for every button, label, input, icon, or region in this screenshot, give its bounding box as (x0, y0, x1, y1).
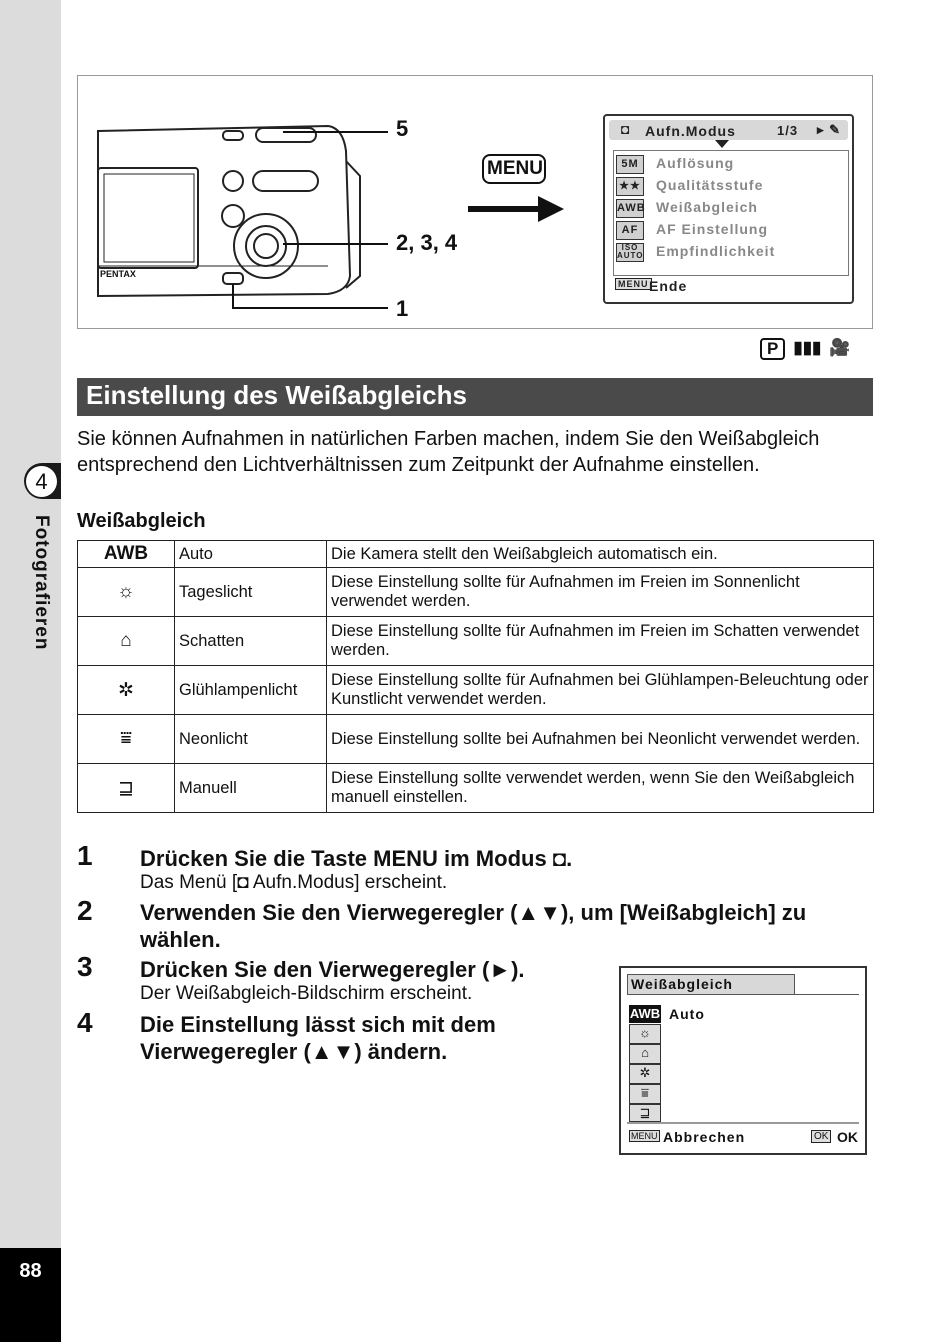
menu-screen-page: 1/3 (777, 123, 799, 138)
quality-icon: ★★ (616, 177, 644, 196)
white-balance-screen (619, 966, 867, 1155)
step-number: 2 (77, 895, 93, 926)
table-row (78, 764, 874, 813)
camera-diagram (77, 75, 873, 329)
white-balance-table (77, 540, 874, 813)
wb-description: Diese Einstellung sollte bei Aufnahmen bei Neonlicht verwendet werden. (327, 715, 874, 764)
menu-item (616, 155, 644, 174)
wb-name: Schatten (175, 617, 327, 666)
video-camera-icon: 🎥 (829, 338, 851, 357)
camera-icon: ◘ (621, 121, 631, 137)
menu-footer-label: Ende (649, 278, 688, 294)
table-row (78, 666, 874, 715)
wb-description: Diese Einstellung sollte für Aufnahmen im Freien im Sonnenlicht verwendet werden. (327, 568, 874, 617)
page-number: 88 (19, 1260, 42, 1282)
menu-key-icon: MENU (631, 1131, 658, 1141)
step-title: Drücken Sie den Vierwegeregler (►). (140, 957, 525, 982)
program-mode-icon: P (760, 338, 785, 360)
iso-icon: ISO AUTO (617, 243, 644, 260)
tab-pointer-icon (715, 140, 729, 148)
callout-1: 1 (396, 296, 409, 321)
menu-key-icon: MENU (487, 158, 543, 179)
step-subtext: Der Weißabgleich-Bildschirm erscheint. (140, 983, 473, 1004)
manual-wb-icon[interactable]: ⊒ (629, 1104, 661, 1122)
wb-name: Manuell (175, 764, 327, 813)
menu-screen (603, 114, 854, 304)
shade-icon: ⌂ (78, 617, 175, 666)
menu-key-icon: MENU (615, 278, 652, 290)
awb-icon: AWB (78, 541, 175, 568)
selected-wb-label: Auto (669, 1006, 705, 1022)
menu-screen-title: Aufn.Modus (645, 123, 736, 139)
movie-mode-icon: ▮▮▮ (793, 338, 822, 357)
menu-item-label: Weißabgleich (656, 199, 758, 215)
fluorescent-icon: ⩸ (78, 715, 175, 764)
step-number: 1 (77, 840, 93, 871)
awb-icon: AWB (616, 199, 644, 218)
awb-icon[interactable]: AWB (629, 1006, 661, 1021)
menu-item-label: Auflösung (656, 155, 735, 171)
step-subtext: Das Menü [◘ Aufn.Modus] erscheint. (140, 872, 448, 893)
cancel-label[interactable]: Abbrechen (663, 1129, 746, 1145)
wrench-icon: ▸ ✎ (817, 122, 842, 137)
subheading: Weißabgleich (77, 510, 206, 532)
wb-description: Diese Einstellung sollte für Aufnahmen im Freien im Schatten verwendet werden. (327, 617, 874, 666)
menu-item-list (613, 150, 849, 276)
tungsten-icon: ✲ (78, 666, 175, 715)
step-title: Die Einstellung lässt sich mit dem Vierwegeregler (▲▼) ändern. (140, 1012, 496, 1064)
mode-icons (760, 338, 851, 360)
af-icon: AF (616, 221, 644, 240)
section-title: Einstellung des Weißabgleichs (86, 380, 467, 410)
wb-description: Die Kamera stellt den Weißabgleich automatisch ein. (327, 541, 874, 568)
wb-name: Neonlicht (175, 715, 327, 764)
step-number: 4 (77, 1007, 93, 1038)
ok-key-icon: OK (811, 1130, 831, 1143)
callout-5: 5 (396, 116, 409, 141)
ok-label[interactable]: OK (837, 1129, 858, 1145)
shade-icon[interactable]: ⌂ (629, 1044, 661, 1064)
sidebar (0, 0, 61, 1342)
wb-name: Tageslicht (175, 568, 327, 617)
manual-wb-icon: ⊒ (78, 764, 175, 813)
menu-item-label: Empfindlichkeit (656, 243, 776, 259)
chapter-number: 4 (26, 466, 57, 497)
table-row (78, 568, 874, 617)
step-number: 3 (77, 951, 93, 982)
wb-name: Auto (175, 541, 327, 568)
table-row (78, 715, 874, 764)
tungsten-icon[interactable]: ✲ (629, 1064, 661, 1084)
step-title: Drücken Sie die Taste MENU im Modus ◘. (140, 846, 573, 871)
table-row (78, 541, 874, 568)
screen-title: Weißabgleich (631, 976, 733, 992)
fluorescent-icon[interactable]: ⩸ (629, 1084, 661, 1104)
menu-item-label: Qualitätsstufe (656, 177, 764, 193)
wb-description: Diese Einstellung sollte für Aufnahmen bei Glühlampen-Beleuchtung oder Kunstlicht verwendet werden. (327, 666, 874, 715)
resolution-icon: 5M (616, 155, 644, 174)
chapter-label: Fotografieren (31, 515, 52, 651)
daylight-icon[interactable]: ☼ (629, 1024, 661, 1044)
step-title: Verwenden Sie den Vierwegeregler (▲▼), um [Weißabgleich] zu wählen. (140, 900, 807, 952)
intro-text: Sie können Aufnahmen in natürlichen Farben machen, indem Sie den Weißabgleich entsprechend den Lichtverhältnissen zum Zeitpunkt der Aufnahme einstellen. (77, 428, 820, 476)
wb-name: Glühlampenlicht (175, 666, 327, 715)
daylight-icon: ☼ (78, 568, 175, 617)
table-row (78, 617, 874, 666)
wb-description: Diese Einstellung sollte verwendet werden, wenn Sie den Weißabgleich manuell einstellen. (327, 764, 874, 813)
camera-brand: PENTAX (100, 269, 136, 279)
callout-2-3-4: 2, 3, 4 (396, 230, 458, 255)
menu-item-label: AF Einstellung (656, 221, 768, 237)
